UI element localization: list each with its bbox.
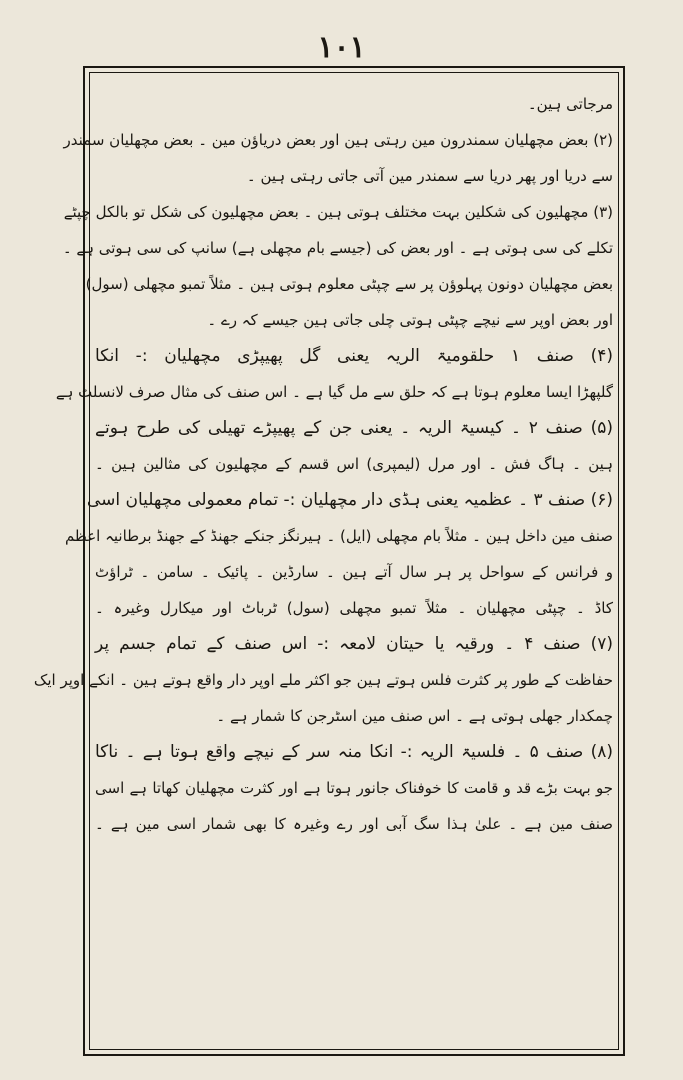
text-line: مرجاتی ہین۔ — [527, 95, 613, 113]
text-line: صنف مین داخل ہین ۔ مثلاً بام مچھلی (ایل) ۔ ہیرنگز جنکے جھنڈ کے جھنڈ برطانیہ اعظم — [64, 527, 613, 545]
text-line: بعض مچھلیان دونون پہلوؤن پر سے چپٹی معلوم ہوتی ہین ۔ مثلاً تمبو مچھلی (سول) — [85, 275, 613, 293]
text-line: (۲) بعض مچھلیان سمندرون مین رہتی ہین اور بعض دریاؤن مین ۔ بعض مچھلیان سمندر — [63, 131, 613, 149]
text-line: کاڈ ۔ چپٹی مچھلیان ۔ مثلاً تمبو مچھلی (سول) ٹرباٹ اور میکارل وغیرہ ۔ — [95, 599, 613, 617]
heading-line: (۸) صنف ۵ ۔ فلسیۃ الریہ :- انکا منہ سر کے نیچے واقع ہوتا ہے ۔ ناکا — [95, 742, 614, 762]
heading-line: (۴) صنف ۱ حلقومیۃ الریہ یعنی گل پھیپڑی مچھلیان :- انکا — [95, 346, 613, 366]
heading-line: (۶) صنف ۳ ۔ عظمیہ یعنی ہڈی دار مچھلیان :- تمام معمولی مچھلیان اسی — [86, 490, 613, 510]
text-line: (۳) مچھلیون کی شکلین بہت مختلف ہوتی ہین ۔ بعض مچھلیون کی شکل تو بالکل چپٹے — [63, 203, 613, 221]
page-number: ١٠١ — [317, 30, 366, 65]
text-line: گلپھڑا ایسا معلوم ہوتا ہے کہ حلق سے مل گیا ہے ۔ اس صنف کی مثال صرف لانسلٹ ہے — [55, 383, 613, 401]
text-line: حفاظت کے طور پر کثرت فلس ہوتے ہین جو اکثر ملے اوپر دار واقع ہوتے ہین ۔ انکے اوپر ایک — [33, 671, 613, 689]
text-line: تکلے کی سی ہوتی ہے ۔ اور بعض کی (جیسے بام مچھلی ہے) سانپ کی سی ہوتی ہے ۔ — [62, 239, 613, 257]
heading-line: (۵) صنف ۲ ۔ کیسیۃ الریہ ۔ یعنی جن کے پھیپڑے تھیلی کی طرح ہوتے — [95, 418, 613, 438]
text-line: سے دریا اور پھر دریا سے سمندر مین آتی جاتی رہتی ہین ۔ — [246, 167, 613, 185]
text-line: چمکدار جھلی ہوتی ہے ۔ اس صنف مین اسٹرجن کا شمار ہے ۔ — [216, 707, 613, 725]
heading-line: (۷) صنف ۴ ۔ ورقیہ یا حیتان لامعہ :- اس صنف کے تمام جسم پر — [95, 634, 613, 654]
text-line: اور بعض اوپر سے نیچے چپٹی ہوتی چلی جاتی ہین جیسے کہ رے ۔ — [207, 311, 613, 329]
page-body — [33, 86, 614, 1030]
text-line: صنف مین ہے ۔ علیٰ ہذا سگ آبی اور رے وغیرہ کا بھی شمار اسی مین ہے ۔ — [95, 815, 613, 833]
text-line: جو بہت بڑے قد و قامت کا خوفناک جانور ہوتا ہے اور کثرت مچھلیان کھاتا ہے اسی — [95, 779, 613, 797]
text-line: و فرانس کے سواحل پر ہر سال آتے ہین ۔ سارڈین ۔ پائیک ۔ سامن ۔ ٹراؤٹ — [95, 563, 613, 581]
text-line: ہین ۔ ہاگ فش ۔ اور مرل (لیمپری) اس قسم کے مچھلیون کی مثالین ہین ۔ — [95, 455, 613, 473]
